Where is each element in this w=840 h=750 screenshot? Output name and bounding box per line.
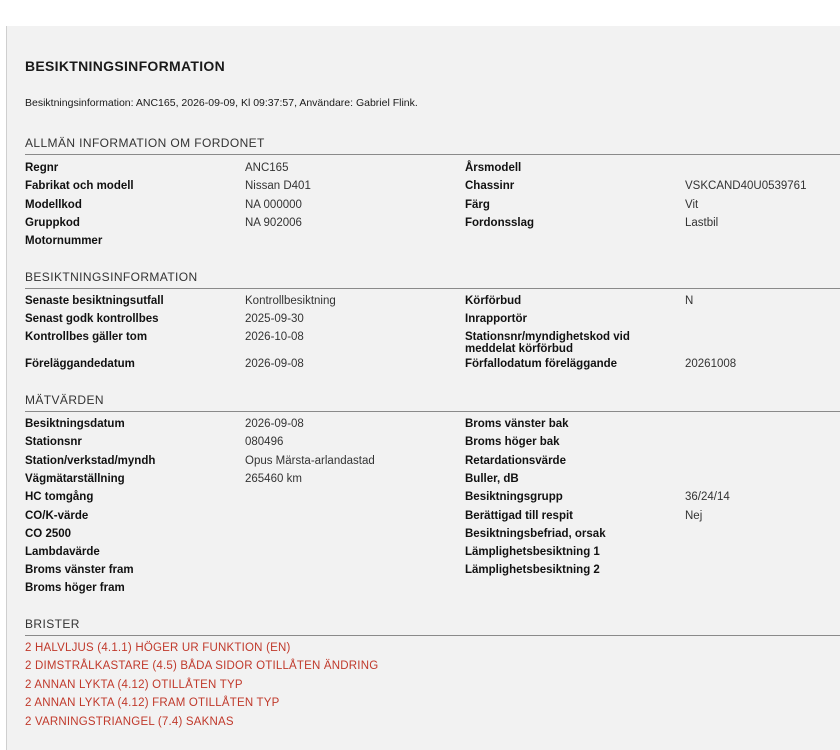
info-row xyxy=(25,473,840,491)
field-value: 2026-09-08 xyxy=(245,358,304,370)
field-label: Senast godk kontrollbes xyxy=(25,313,159,325)
field-label: CO/K-värde xyxy=(25,510,89,522)
field-label: Föreläggandedatum xyxy=(25,358,135,370)
info-row xyxy=(25,180,840,198)
info-row xyxy=(25,162,840,180)
info-row xyxy=(25,217,840,235)
field-value: 2026-09-08 xyxy=(245,418,304,430)
field-label: Station/verkstad/myndh xyxy=(25,455,156,467)
field-value: Nej xyxy=(685,510,703,522)
info-row xyxy=(25,199,840,217)
field-label: Vägmätarställning xyxy=(25,473,125,485)
section-heading-measurements: MÄTVÄRDEN xyxy=(25,393,840,412)
section-heading-inspection: BESIKTNINGSINFORMATION xyxy=(25,270,840,289)
field-label: Fordonsslag xyxy=(465,217,535,229)
section-heading-general: ALLMÄN INFORMATION OM FORDONET xyxy=(25,136,840,155)
section-heading-defects: BRISTER xyxy=(25,617,840,636)
field-label: HC tomgång xyxy=(25,491,94,503)
field-value: Nissan D401 xyxy=(245,180,311,192)
field-value: ANC165 xyxy=(245,162,289,174)
info-row xyxy=(25,418,840,436)
field-label: Broms höger bak xyxy=(465,436,560,448)
info-row xyxy=(25,546,840,564)
field-label: Regnr xyxy=(25,162,59,174)
field-label: Retardationsvärde xyxy=(465,455,566,467)
field-label: Buller, dB xyxy=(465,473,519,485)
field-label: Stationsnr xyxy=(25,436,82,448)
info-row xyxy=(25,331,840,361)
field-value: NA 000000 xyxy=(245,199,302,211)
field-value: 2026-10-08 xyxy=(245,331,304,343)
field-label: Årsmodell xyxy=(465,162,522,174)
field-label: Färg xyxy=(465,199,490,211)
field-label: Modellkod xyxy=(25,199,82,211)
field-value: Lastbil xyxy=(685,217,719,229)
field-value: 20261008 xyxy=(685,358,737,370)
field-label: Motornummer xyxy=(25,235,103,247)
defect-item: 2 HALVLJUS (4.1.1) HÖGER UR FUNKTION (EN) xyxy=(25,642,291,654)
field-label: Kontrollbes gäller tom xyxy=(25,331,148,343)
field-label: Besiktningsdatum xyxy=(25,418,125,430)
info-row xyxy=(25,295,840,313)
field-value: 265460 km xyxy=(245,473,302,485)
info-row xyxy=(25,235,840,253)
field-value: Opus Märsta-arlandastad xyxy=(245,455,375,467)
info-row xyxy=(25,455,840,473)
field-label: Gruppkod xyxy=(25,217,80,229)
info-row xyxy=(25,313,840,331)
field-label: Senaste besiktningsutfall xyxy=(25,295,164,307)
field-label: Broms vänster fram xyxy=(25,564,134,576)
info-row xyxy=(25,582,840,600)
field-label: Lämplighetsbesiktning 2 xyxy=(465,564,600,576)
field-value: NA 902006 xyxy=(245,217,302,229)
field-label: Chassinr xyxy=(465,180,515,192)
defect-item: 2 ANNAN LYKTA (4.12) OTILLÅTEN TYP xyxy=(25,679,243,691)
info-row xyxy=(25,528,840,546)
info-row xyxy=(25,510,840,528)
field-label: CO 2500 xyxy=(25,528,72,540)
field-label: Fabrikat och modell xyxy=(25,180,134,192)
field-label: Lämplighetsbesiktning 1 xyxy=(465,546,600,558)
field-label: Besiktningsgrupp xyxy=(465,491,563,503)
field-label: Broms höger fram xyxy=(25,582,125,594)
field-label: Berättigad till respit xyxy=(465,510,573,522)
field-value: Kontrollbesiktning xyxy=(245,295,336,307)
defect-item: 2 ANNAN LYKTA (4.12) FRAM OTILLÅTEN TYP xyxy=(25,697,280,709)
defect-item: 2 VARNINGSTRIANGEL (7.4) SAKNAS xyxy=(25,716,234,728)
field-value: VSKCAND40U0539761 xyxy=(685,180,807,192)
field-value: N xyxy=(685,295,694,307)
info-row xyxy=(25,564,840,582)
defect-item: 2 DIMSTRÅLKASTARE (4.5) BÅDA SIDOR OTILLÅTEN ÄNDRING xyxy=(25,660,379,672)
field-label: Broms vänster bak xyxy=(465,418,569,430)
field-value: Vit xyxy=(685,199,699,211)
inspection-subline: Besiktningsinformation: ANC165, 2026-09-09, Kl 09:37:57, Användare: Gabriel Flink. xyxy=(25,97,418,109)
field-label: Stationsnr/myndighetskod vid meddelat körförbud xyxy=(465,331,630,355)
info-row xyxy=(25,436,840,454)
field-label: Körförbud xyxy=(465,295,522,307)
field-value: 080496 xyxy=(245,436,284,448)
info-row xyxy=(25,491,840,509)
field-label: Förfallodatum föreläggande xyxy=(465,358,618,370)
content-panel xyxy=(6,26,840,750)
field-value: 2025-09-30 xyxy=(245,313,304,325)
page-title: BESIKTNINGSINFORMATION xyxy=(25,58,226,74)
field-value: 36/24/14 xyxy=(685,491,730,503)
field-label: Besiktningsbefriad, orsak xyxy=(465,528,606,540)
field-label: Inrapportör xyxy=(465,313,527,325)
info-row xyxy=(25,358,840,376)
field-label: Lambdavärde xyxy=(25,546,100,558)
